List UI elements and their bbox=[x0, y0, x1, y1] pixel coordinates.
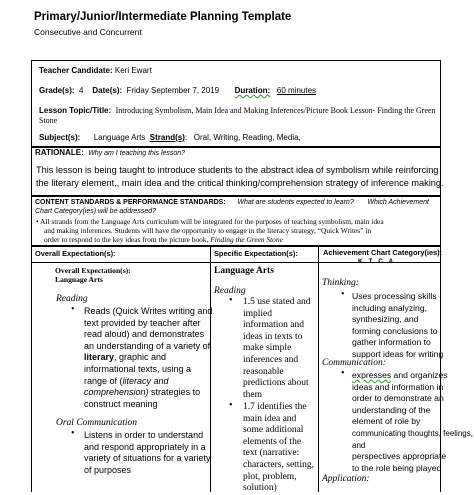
col1-reading-line: Reads (Quick Writes writing and bbox=[84, 306, 213, 316]
col1-literary-line bbox=[84, 352, 212, 364]
col1-reading-line: read aloud) and demonstrates bbox=[84, 329, 205, 340]
topic-value-line2: Stone bbox=[39, 116, 58, 125]
col1-header: Overall Expectation(s): bbox=[35, 249, 116, 258]
duration-value: 60 minutes bbox=[276, 86, 317, 95]
standards-line3-text: order to respond to the key ideas from the picture book, bbox=[44, 235, 209, 244]
col2-item1-line: 1.5 use stated and bbox=[243, 297, 311, 307]
col1-oral-line: and respond appropriately in a bbox=[84, 441, 206, 452]
standards-prompt3: Chart Category(ies) will be addressed? bbox=[35, 208, 156, 215]
col2-item1-line: them bbox=[243, 389, 262, 400]
document-subtitle: Consecutive and Concurrent bbox=[34, 27, 142, 37]
col3-thinking-line: gather information to bbox=[352, 337, 431, 348]
col2-item1 bbox=[243, 297, 311, 401]
table-divider-2 bbox=[318, 246, 319, 492]
col2-item2 bbox=[243, 402, 314, 495]
grades-label: Grade(s): bbox=[39, 86, 75, 95]
subjects-row: Subject(s): Language Arts Strand(s): Oral, Writing, Reading, Media, bbox=[39, 133, 301, 142]
col2-item2-line: elements of the bbox=[243, 436, 302, 447]
col2-item1-line: predictions about bbox=[243, 378, 309, 389]
col3-bullet-1: • bbox=[341, 289, 345, 300]
col1-sub: Language Arts bbox=[55, 275, 103, 284]
col1-bullet-1: • bbox=[71, 304, 75, 315]
document-title: Primary/Junior/Intermediate Planning Template bbox=[34, 11, 292, 23]
col3-comm-line: ideas and information in bbox=[352, 381, 444, 392]
col2-item1-line: make simple bbox=[243, 343, 292, 354]
col1-heading: Overall Expectation(s): bbox=[55, 266, 131, 275]
standards-line2: and making inferences. Students will have the opportunity to engage in the literacy strategy, “Quick Writes” in bbox=[44, 226, 372, 235]
col1-comp-line bbox=[84, 387, 212, 399]
col1-reading-line: construct meaning bbox=[84, 398, 158, 409]
col2-item1-line: reasonable bbox=[243, 366, 284, 377]
col1-oral-text bbox=[84, 430, 211, 476]
col3-comm-line: to the role being played bbox=[352, 462, 442, 473]
grade-row bbox=[39, 86, 316, 96]
teacher-value: Keri Ewart bbox=[114, 66, 152, 75]
standards-book: Finding the Green Stone bbox=[210, 235, 283, 244]
col3-app-label: Application: bbox=[322, 474, 370, 484]
col1-reading-line: an understanding of a variety of bbox=[84, 340, 211, 351]
col2-header: Specific Expectation(s): bbox=[214, 249, 298, 258]
col3-comm-line: element of role by bbox=[352, 416, 421, 427]
col1-range-line bbox=[84, 376, 212, 388]
standards-line3 bbox=[44, 235, 283, 244]
col3-comm-label: Communication: bbox=[322, 358, 386, 368]
standards-prompt1: What are students expected to learn? bbox=[237, 199, 354, 206]
col3-comm-line: order to demonstrate an bbox=[352, 393, 444, 404]
col1-reading-text bbox=[84, 306, 212, 410]
col2-item2-line: solution) bbox=[243, 483, 277, 494]
rationale-line2: the literary element,, main idea and the critical thinking/comprehension strategy of inference making. bbox=[36, 178, 444, 188]
col2-item1-line: ideas in texts to bbox=[243, 331, 303, 342]
range-of: range of ( bbox=[84, 375, 123, 386]
col1-oral-line: Listens in order to understand bbox=[84, 430, 204, 440]
comprehension: comprehension) bbox=[84, 387, 149, 398]
col2-item2-line: some additional bbox=[243, 425, 304, 436]
col3-thinking-text bbox=[352, 291, 443, 361]
literary-word: literary bbox=[84, 352, 115, 363]
col3-comm-text bbox=[352, 370, 474, 474]
duration-label: Duration: bbox=[234, 86, 271, 95]
col2-bullet-2: • bbox=[229, 400, 233, 411]
subjects-value: Language Arts bbox=[93, 133, 146, 142]
standards-label: CONTENT STANDARDS & PERFORMANCE STANDARDS: bbox=[35, 199, 226, 206]
topic-row bbox=[39, 106, 436, 116]
col2-item1-line: implied bbox=[243, 308, 273, 319]
expresses-word: expresses bbox=[352, 370, 392, 380]
col1-oral-line: of purposes bbox=[84, 464, 132, 475]
col2-item2-line: main idea and bbox=[243, 413, 297, 424]
col2-item2-line: 1.7 identifies the bbox=[243, 402, 307, 412]
topic-label: Lesson Topic/Title: bbox=[39, 106, 112, 115]
col2-heading: Language Arts bbox=[214, 266, 274, 276]
date-label: Date(s): bbox=[92, 86, 123, 95]
col1-reading-line: text provided by teacher after bbox=[84, 317, 201, 328]
col3-subheader: K T C A bbox=[358, 258, 396, 265]
strategies-to: strategies to bbox=[148, 387, 201, 398]
col2-item1-line: information and bbox=[243, 320, 304, 331]
standards-prompt2: Which Achievement bbox=[367, 199, 429, 206]
col3-comm-line: perspectives appropriate bbox=[352, 451, 447, 462]
col2-reading-label: Reading bbox=[214, 286, 246, 296]
col2-item2-line: characters, setting, bbox=[243, 459, 314, 470]
teacher-row bbox=[39, 66, 152, 76]
col3-comm-line: understanding of the bbox=[352, 404, 431, 415]
rationale-label: RATIONALE: bbox=[35, 148, 84, 157]
col2-item2-line: plot, problem, bbox=[243, 471, 297, 482]
topic-value: Introducing Symbolism, Main Idea and Making Inferences/Picture Book Lesson- Finding the Green bbox=[115, 106, 436, 115]
standards-line1: • All strands from the Language Arts curriculum will be integrated for the purposes of teaching symbolism, main idea bbox=[36, 217, 384, 226]
col3-thinking-line: synthesizing, and bbox=[352, 314, 419, 325]
rationale-line1: This lesson is being taught to introduce students to the abstract idea of symbolism while reinforcing bbox=[36, 165, 439, 175]
col1-bullet-2: • bbox=[71, 428, 75, 439]
teacher-label: Teacher Candidate: bbox=[39, 66, 113, 75]
literacy-and: literacy and bbox=[122, 375, 169, 386]
comm-first-rest: and organizes bbox=[391, 370, 448, 380]
col3-thinking-line: support ideas for writing bbox=[352, 348, 444, 359]
rationale-prompt: Why am I teaching this lesson? bbox=[88, 150, 186, 157]
col3-thinking-line: Uses processing skills bbox=[352, 291, 437, 301]
grades-value: 4 bbox=[79, 86, 84, 95]
strands-value: Oral, Writing, Reading, Media, bbox=[193, 133, 301, 142]
col3-bullet-2: • bbox=[341, 368, 345, 379]
literary-after: , graphic and bbox=[114, 352, 167, 363]
strands-label: Strand(s) bbox=[149, 133, 185, 142]
col1-reading-label: Reading bbox=[56, 294, 88, 304]
col1-reading-line: informational texts, using a bbox=[84, 363, 192, 374]
col3-comm-line: communicating thoughts, feelings, and bbox=[352, 428, 473, 450]
col3-thinking-line: including analyzing, bbox=[352, 302, 428, 313]
rationale-header bbox=[35, 148, 185, 159]
col1-oral-label: Oral Communication bbox=[56, 418, 138, 428]
date-value: Friday September 7, 2019 bbox=[126, 86, 220, 95]
col2-item2-line: text (narrative: bbox=[243, 448, 300, 459]
col1-oral-line: variety of situations for a variety bbox=[84, 453, 211, 464]
col3-thinking-line: forming conclusions to bbox=[352, 325, 438, 336]
col2-item1-line: inferences and bbox=[243, 354, 299, 365]
subjects-label: Subject(s): bbox=[39, 133, 81, 142]
col3-thinking-label: Thinking: bbox=[322, 278, 359, 288]
col3-comm-first-line bbox=[352, 370, 474, 382]
col2-bullet-1: • bbox=[229, 295, 233, 306]
col3-header: Achievement Chart Category(ies): bbox=[323, 248, 443, 257]
